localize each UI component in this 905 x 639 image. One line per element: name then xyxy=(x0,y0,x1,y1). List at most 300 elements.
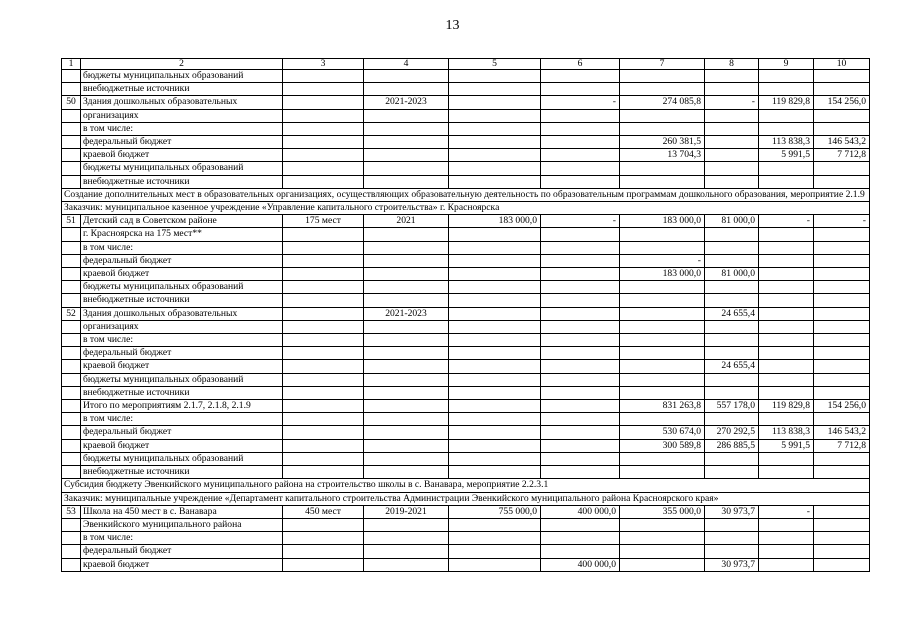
table-cell xyxy=(364,162,449,175)
table-cell xyxy=(541,360,620,373)
table-cell xyxy=(449,334,541,347)
table-cell xyxy=(705,241,759,254)
table-cell xyxy=(620,294,705,307)
table-cell xyxy=(283,386,364,399)
table-row xyxy=(62,518,870,531)
row-number xyxy=(62,386,81,399)
table-cell xyxy=(364,281,449,294)
table-cell xyxy=(283,254,364,267)
table-cell xyxy=(541,545,620,558)
table-cell xyxy=(283,426,364,439)
table-cell xyxy=(283,109,364,122)
table-cell xyxy=(449,254,541,267)
table-cell xyxy=(620,545,705,558)
table-cell xyxy=(620,452,705,465)
table-cell xyxy=(364,241,449,254)
table-row xyxy=(62,122,870,135)
table-cell: 270 292,5 xyxy=(705,426,759,439)
table-cell xyxy=(814,466,870,479)
table-cell xyxy=(541,439,620,452)
table-cell xyxy=(814,268,870,281)
table-cell xyxy=(364,400,449,413)
row-label: в том числе: xyxy=(81,122,283,135)
table-cell xyxy=(364,70,449,83)
table-cell xyxy=(449,320,541,333)
row-label: бюджеты муниципальных образований xyxy=(81,373,283,386)
table-cell xyxy=(283,347,364,360)
table-cell xyxy=(759,320,814,333)
table-cell: 400 000,0 xyxy=(541,505,620,518)
section-row xyxy=(62,492,870,505)
table-cell xyxy=(814,70,870,83)
table-cell: 113 838,3 xyxy=(759,426,814,439)
row-label: бюджеты муниципальных образований xyxy=(81,162,283,175)
table-cell xyxy=(541,254,620,267)
table-cell xyxy=(814,518,870,531)
table-cell xyxy=(759,532,814,545)
table-cell xyxy=(814,558,870,571)
table-cell xyxy=(283,466,364,479)
row-number: 52 xyxy=(62,307,81,320)
table-cell xyxy=(814,320,870,333)
column-header: 4 xyxy=(364,59,449,70)
table-row xyxy=(62,505,870,518)
table-row xyxy=(62,452,870,465)
table-cell xyxy=(449,532,541,545)
table-cell xyxy=(449,558,541,571)
table-cell xyxy=(705,413,759,426)
row-number xyxy=(62,360,81,373)
row-number xyxy=(62,136,81,149)
table-row xyxy=(62,545,870,558)
table-cell xyxy=(705,175,759,188)
table-cell xyxy=(364,439,449,452)
table-cell xyxy=(541,175,620,188)
page-number: 13 xyxy=(445,18,460,33)
table-cell xyxy=(283,149,364,162)
table-cell xyxy=(449,83,541,96)
table-cell: 7 712,8 xyxy=(814,439,870,452)
table-cell: 24 655,4 xyxy=(705,307,759,320)
table-cell xyxy=(364,545,449,558)
table-cell xyxy=(705,136,759,149)
table-cell: 450 мест xyxy=(283,505,364,518)
table-cell: - xyxy=(814,215,870,228)
column-header: 1 xyxy=(62,59,81,70)
table-cell xyxy=(759,334,814,347)
row-number xyxy=(62,228,81,241)
program-table xyxy=(61,58,870,572)
table-cell: 146 543,2 xyxy=(814,136,870,149)
table-row xyxy=(62,413,870,426)
table-row xyxy=(62,83,870,96)
column-header: 5 xyxy=(449,59,541,70)
table-cell xyxy=(364,558,449,571)
table-cell xyxy=(759,254,814,267)
table-cell xyxy=(620,334,705,347)
table-row xyxy=(62,281,870,294)
table-cell xyxy=(541,70,620,83)
table-cell xyxy=(814,360,870,373)
table-row xyxy=(62,373,870,386)
table-cell xyxy=(620,70,705,83)
table-row xyxy=(62,307,870,320)
table-cell xyxy=(364,426,449,439)
column-header: 7 xyxy=(620,59,705,70)
section-title: Субсидия бюджету Эвенкийского муниципального района на строительство школы в с. Ванавара, мероприятие 2.2.3.1 xyxy=(62,479,870,492)
table-cell xyxy=(759,268,814,281)
row-number: 50 xyxy=(62,96,81,109)
table-cell xyxy=(364,360,449,373)
table-cell xyxy=(620,122,705,135)
table-row xyxy=(62,254,870,267)
table-cell xyxy=(759,175,814,188)
table-cell: 2021 xyxy=(364,215,449,228)
table-cell xyxy=(705,386,759,399)
table-cell xyxy=(541,162,620,175)
row-number xyxy=(62,70,81,83)
table-cell xyxy=(705,518,759,531)
table-cell xyxy=(449,386,541,399)
column-header: 6 xyxy=(541,59,620,70)
row-number xyxy=(62,149,81,162)
table-cell xyxy=(620,532,705,545)
row-number xyxy=(62,413,81,426)
row-number xyxy=(62,254,81,267)
table-cell xyxy=(449,70,541,83)
table-cell xyxy=(283,545,364,558)
table-cell xyxy=(705,347,759,360)
table-row xyxy=(62,241,870,254)
table-row xyxy=(62,96,870,109)
table-cell xyxy=(283,373,364,386)
table-cell: 260 381,5 xyxy=(620,136,705,149)
table-cell xyxy=(541,466,620,479)
table-cell xyxy=(364,386,449,399)
table-cell xyxy=(364,294,449,307)
row-number xyxy=(62,175,81,188)
table-cell xyxy=(364,466,449,479)
table-cell xyxy=(759,518,814,531)
table-cell xyxy=(541,400,620,413)
row-label: организациях xyxy=(81,109,283,122)
table-row xyxy=(62,426,870,439)
row-number xyxy=(62,558,81,571)
table-cell xyxy=(449,162,541,175)
table-cell: 183 000,0 xyxy=(620,268,705,281)
table-cell xyxy=(283,70,364,83)
column-header: 2 xyxy=(81,59,283,70)
row-label: федеральный бюджет xyxy=(81,254,283,267)
table-cell: 13 704,3 xyxy=(620,149,705,162)
row-number xyxy=(62,347,81,360)
table-cell xyxy=(283,400,364,413)
table-cell xyxy=(705,122,759,135)
table-cell xyxy=(364,175,449,188)
row-number xyxy=(62,281,81,294)
table-row xyxy=(62,360,870,373)
table-cell: - xyxy=(759,215,814,228)
table-cell xyxy=(705,254,759,267)
row-label: в том числе: xyxy=(81,241,283,254)
table-cell xyxy=(449,241,541,254)
table-cell xyxy=(449,347,541,360)
table-cell xyxy=(814,228,870,241)
table-cell xyxy=(814,162,870,175)
table-cell xyxy=(620,83,705,96)
table-cell xyxy=(814,241,870,254)
row-number xyxy=(62,452,81,465)
table-cell: 557 178,0 xyxy=(705,400,759,413)
row-label: Детский сад в Советском районе xyxy=(81,215,283,228)
row-label: краевой бюджет xyxy=(81,149,283,162)
header-row xyxy=(62,59,870,70)
table-row xyxy=(62,175,870,188)
table-cell xyxy=(541,307,620,320)
table-cell xyxy=(705,320,759,333)
row-number xyxy=(62,294,81,307)
table-cell xyxy=(705,162,759,175)
table-cell xyxy=(449,452,541,465)
table-cell: 831 263,8 xyxy=(620,400,705,413)
table-cell xyxy=(541,413,620,426)
table-cell xyxy=(814,175,870,188)
table-cell xyxy=(541,83,620,96)
table-cell xyxy=(814,452,870,465)
row-label: внебюджетные источники xyxy=(81,175,283,188)
row-label: бюджеты муниципальных образований xyxy=(81,452,283,465)
row-label: Здания дошкольных образовательных xyxy=(81,96,283,109)
table-cell xyxy=(449,426,541,439)
table-cell xyxy=(541,294,620,307)
table-cell xyxy=(364,149,449,162)
row-label: Здания дошкольных образовательных xyxy=(81,307,283,320)
table-cell xyxy=(620,307,705,320)
section-row xyxy=(62,202,870,215)
table-cell xyxy=(705,294,759,307)
table-cell: 119 829,8 xyxy=(759,400,814,413)
table-row xyxy=(62,439,870,452)
row-label: Итого по мероприятиям 2.1.7, 2.1.8, 2.1.9 xyxy=(81,400,283,413)
table-cell xyxy=(449,136,541,149)
table-cell xyxy=(759,109,814,122)
table-cell xyxy=(759,162,814,175)
table-cell xyxy=(759,83,814,96)
table-cell xyxy=(541,281,620,294)
table-cell xyxy=(449,281,541,294)
table-cell: 154 256,0 xyxy=(814,96,870,109)
table-cell xyxy=(364,122,449,135)
table-cell xyxy=(620,373,705,386)
table-cell: 30 973,7 xyxy=(705,505,759,518)
table-cell xyxy=(814,254,870,267)
table-cell xyxy=(283,294,364,307)
table-cell: 355 000,0 xyxy=(620,505,705,518)
table-cell xyxy=(283,307,364,320)
table-cell xyxy=(449,175,541,188)
table-cell xyxy=(449,373,541,386)
table-cell xyxy=(449,545,541,558)
table-cell: 300 589,8 xyxy=(620,439,705,452)
table-cell xyxy=(759,452,814,465)
row-label: федеральный бюджет xyxy=(81,136,283,149)
table-cell xyxy=(541,136,620,149)
row-label: г. Красноярска на 175 мест** xyxy=(81,228,283,241)
table-cell: 2021-2023 xyxy=(364,307,449,320)
row-label: краевой бюджет xyxy=(81,558,283,571)
table-row xyxy=(62,400,870,413)
table-cell: 530 674,0 xyxy=(620,426,705,439)
section-row xyxy=(62,188,870,201)
table-cell: 7 712,8 xyxy=(814,149,870,162)
row-label: в том числе: xyxy=(81,334,283,347)
row-number xyxy=(62,122,81,135)
row-label: федеральный бюджет xyxy=(81,347,283,360)
row-number xyxy=(62,241,81,254)
table-cell xyxy=(364,334,449,347)
table-cell xyxy=(283,320,364,333)
table-cell xyxy=(620,360,705,373)
table-row xyxy=(62,294,870,307)
table-cell: 5 991,5 xyxy=(759,149,814,162)
table-cell xyxy=(814,347,870,360)
table-cell xyxy=(283,162,364,175)
row-number xyxy=(62,400,81,413)
table-cell xyxy=(814,545,870,558)
table-cell xyxy=(364,413,449,426)
row-number xyxy=(62,373,81,386)
table-cell xyxy=(541,241,620,254)
table-cell xyxy=(449,518,541,531)
table-cell xyxy=(541,109,620,122)
row-number xyxy=(62,268,81,281)
table-cell xyxy=(759,360,814,373)
table-cell xyxy=(705,281,759,294)
table-cell xyxy=(620,518,705,531)
table-cell xyxy=(759,294,814,307)
table-row xyxy=(62,558,870,571)
section-title: Заказчик: муниципальное казенное учреждение «Управление капитального строительства» г. Красноярска xyxy=(62,202,870,215)
table-cell: - xyxy=(759,505,814,518)
row-label: внебюджетные источники xyxy=(81,294,283,307)
row-number: 53 xyxy=(62,505,81,518)
table-cell xyxy=(814,386,870,399)
row-number xyxy=(62,532,81,545)
table-cell xyxy=(449,466,541,479)
table-cell xyxy=(541,373,620,386)
table-cell xyxy=(364,452,449,465)
table-cell xyxy=(541,452,620,465)
table-cell xyxy=(759,70,814,83)
table-cell xyxy=(814,307,870,320)
table-cell: 113 838,3 xyxy=(759,136,814,149)
column-header: 9 xyxy=(759,59,814,70)
table-cell: - xyxy=(705,96,759,109)
table-cell xyxy=(620,162,705,175)
table-cell: - xyxy=(541,215,620,228)
table-cell xyxy=(283,175,364,188)
table-cell: 175 мест xyxy=(283,215,364,228)
table-cell xyxy=(705,109,759,122)
table-cell xyxy=(449,294,541,307)
row-number xyxy=(62,466,81,479)
table-cell xyxy=(541,386,620,399)
table-cell xyxy=(449,413,541,426)
table-cell xyxy=(283,228,364,241)
table-cell: 755 000,0 xyxy=(449,505,541,518)
table-cell xyxy=(541,347,620,360)
table-cell: 2019-2021 xyxy=(364,505,449,518)
table-cell xyxy=(620,466,705,479)
table-cell xyxy=(364,254,449,267)
row-label: бюджеты муниципальных образований xyxy=(81,281,283,294)
table-cell xyxy=(705,334,759,347)
table-cell xyxy=(705,228,759,241)
table-cell: 183 000,0 xyxy=(449,215,541,228)
table-cell: 400 000,0 xyxy=(541,558,620,571)
table-cell xyxy=(814,294,870,307)
table-cell xyxy=(814,334,870,347)
table-cell xyxy=(283,518,364,531)
table-row xyxy=(62,386,870,399)
table-cell xyxy=(620,281,705,294)
table-cell xyxy=(541,532,620,545)
table-row xyxy=(62,162,870,175)
row-number xyxy=(62,83,81,96)
table-row xyxy=(62,347,870,360)
section-title: Создание дополнительных мест в образовательных организациях, осуществляющих образовательную деятельность по образовательным программам дошкольного образования, мероприятие 2.1.9 xyxy=(62,188,870,201)
table-cell xyxy=(705,373,759,386)
table-cell xyxy=(449,360,541,373)
table-cell: 24 655,4 xyxy=(705,360,759,373)
row-label: внебюджетные источники xyxy=(81,466,283,479)
row-label: внебюджетные источники xyxy=(81,386,283,399)
table-cell xyxy=(620,241,705,254)
table-cell xyxy=(759,545,814,558)
table-cell xyxy=(364,109,449,122)
table-cell xyxy=(283,439,364,452)
table-cell xyxy=(364,83,449,96)
table-cell xyxy=(620,109,705,122)
table-row xyxy=(62,136,870,149)
table-row xyxy=(62,228,870,241)
table-cell: - xyxy=(620,254,705,267)
table-cell xyxy=(705,149,759,162)
table-cell: 81 000,0 xyxy=(705,215,759,228)
table-row xyxy=(62,532,870,545)
table-cell xyxy=(705,545,759,558)
column-header: 10 xyxy=(814,59,870,70)
table-cell xyxy=(449,228,541,241)
table-cell xyxy=(541,426,620,439)
row-label: краевой бюджет xyxy=(81,360,283,373)
table-cell xyxy=(364,347,449,360)
table-cell xyxy=(449,122,541,135)
table-cell xyxy=(620,386,705,399)
table-cell xyxy=(364,136,449,149)
table-row xyxy=(62,466,870,479)
row-label: в том числе: xyxy=(81,532,283,545)
table-row xyxy=(62,149,870,162)
table-cell xyxy=(814,505,870,518)
row-number xyxy=(62,320,81,333)
table-cell xyxy=(620,175,705,188)
row-number xyxy=(62,162,81,175)
table-cell xyxy=(620,413,705,426)
row-label: Школа на 450 мест в с. Ванавара xyxy=(81,505,283,518)
table-cell: 119 829,8 xyxy=(759,96,814,109)
table-row xyxy=(62,109,870,122)
